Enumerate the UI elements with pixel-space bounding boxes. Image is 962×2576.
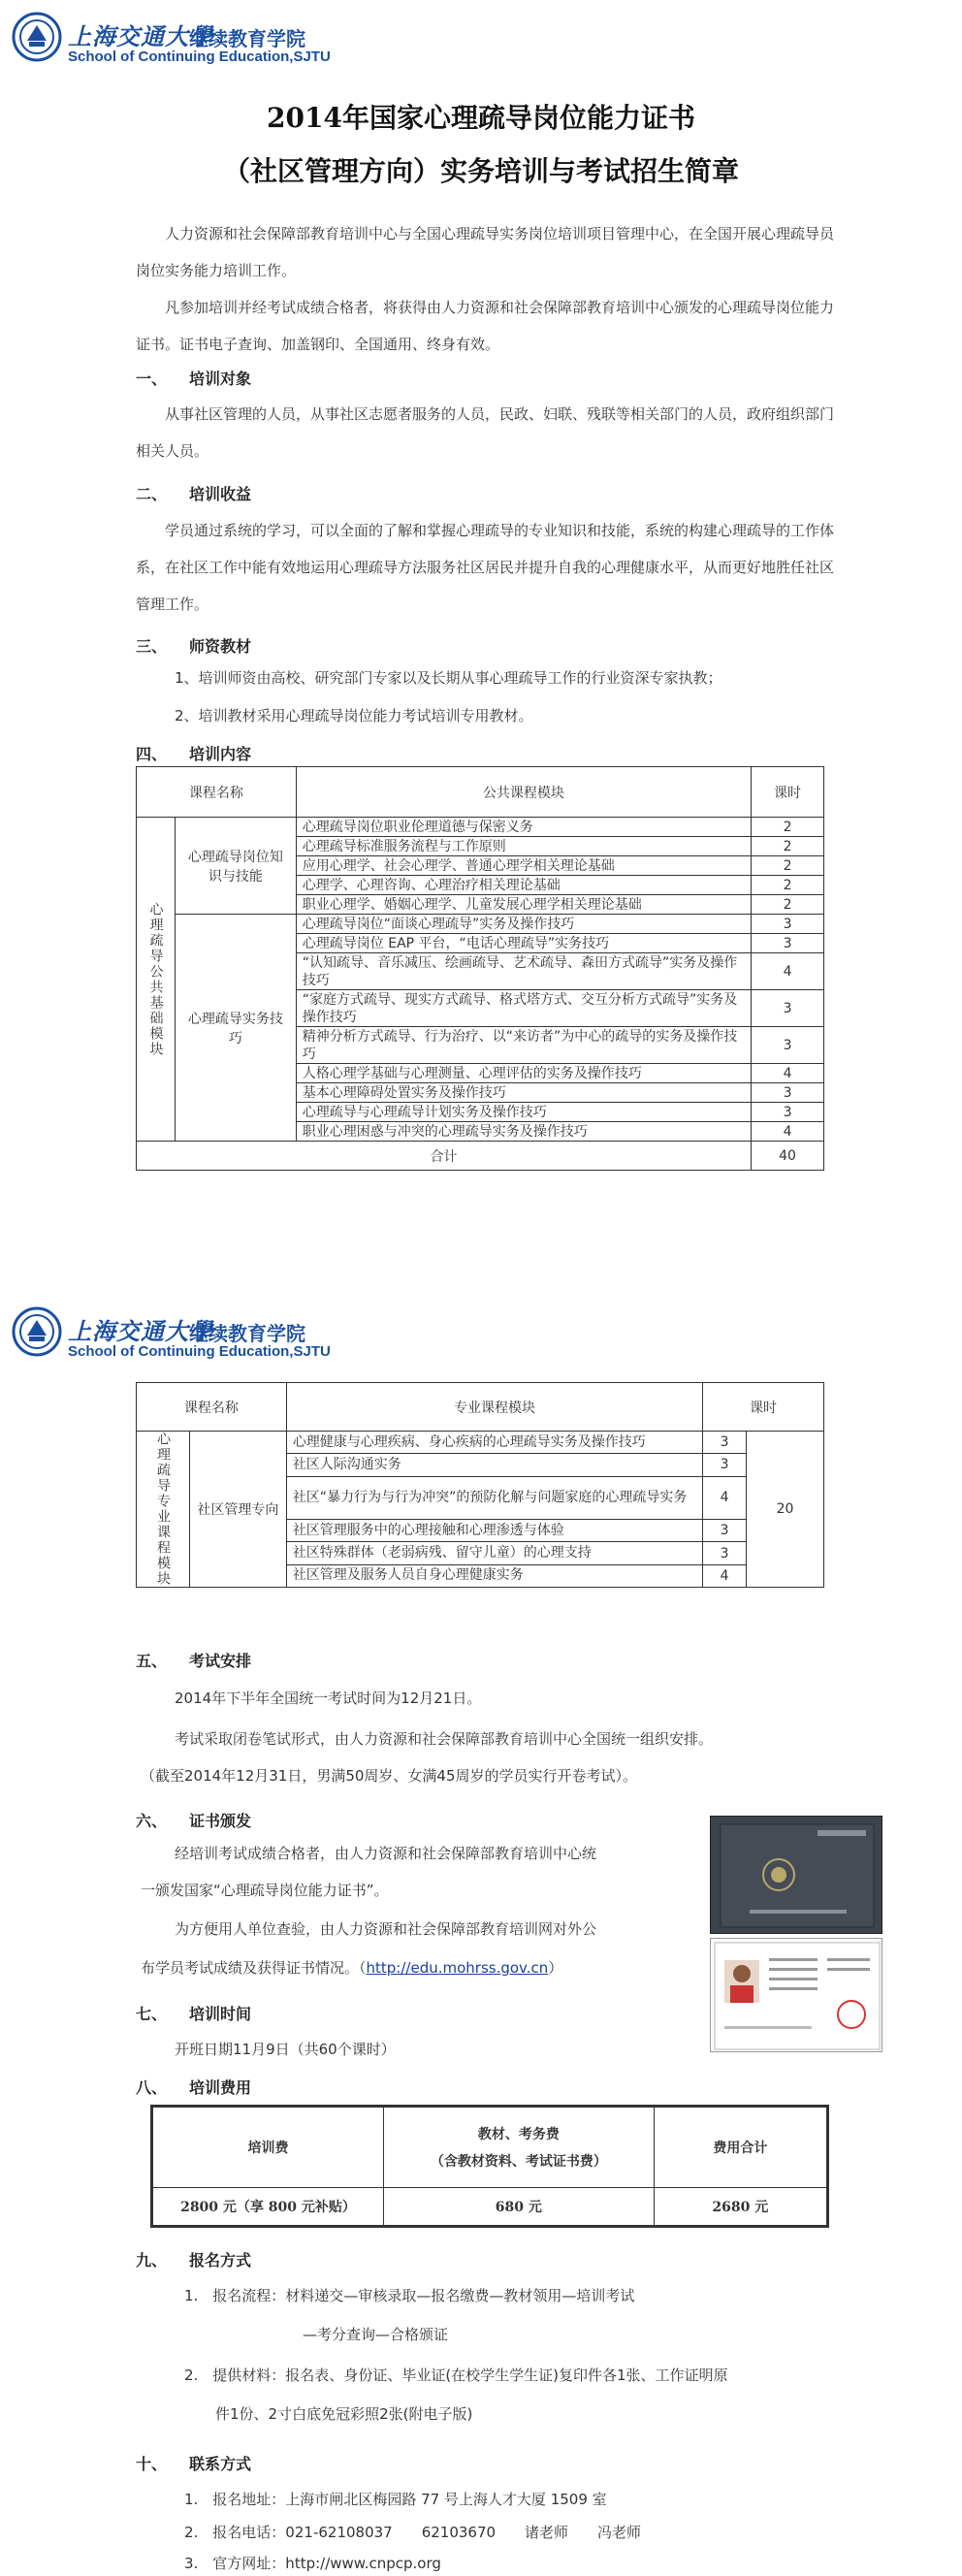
intro-paragraph-1: 人力资源和社会保障部教育培训中心与全国心理疏导实务岗位培训项目管理中心，在全国开展心理疏导员岗位实务能力培训工作。 xyxy=(136,225,835,279)
course-hours-cell: 3 xyxy=(752,934,824,953)
table-total-value: 40 xyxy=(752,1142,824,1171)
course-module-cell: 精神分析方式疏导、行为治疗、以“来访者”为中心的疏导的实务及操作技巧 xyxy=(296,1027,751,1064)
course-hours-cell: 4 xyxy=(703,1476,747,1519)
course-hours-cell: 3 xyxy=(703,1520,747,1542)
certificate-cover-image xyxy=(710,1816,882,1934)
section-5-line-3: （截至2014年12月31日，男满50周岁、女满45周岁的学员实行开卷考试）。 xyxy=(141,1767,638,1785)
section-heading-1: 一、 培训对象 xyxy=(136,370,252,388)
college-name-cn: 继续教育学院 xyxy=(189,27,305,50)
table-header-module: 公共课程模块 xyxy=(296,767,751,818)
school-name-en: School of Continuing Education,SJTU xyxy=(68,48,331,65)
course-hours-cell: 2 xyxy=(752,818,824,837)
course-module-cell: 心理疏导岗位职业伦理道德与保密义务 xyxy=(296,818,751,837)
section-heading-4: 四、 培训内容 xyxy=(136,745,252,763)
section-6-line-3: 为方便用人单位查验，由人力资源和社会保障部教育培训网对外公 xyxy=(175,1920,597,1938)
contact-website: 3. 官方网址：http://www.cnpcp.org xyxy=(184,2555,441,2572)
fee-value-total: 2680 元 xyxy=(654,2188,827,2227)
fee-value-training: 2800 元（享 800 元补贴） xyxy=(152,2188,384,2227)
table-total-row xyxy=(137,1142,824,1171)
table-header-name: 课程名称 xyxy=(137,767,297,818)
course-module-cell: 基本心理障碍处置实务及操作技巧 xyxy=(296,1083,751,1103)
section-3-item-2: 2、培训教材采用心理疏导岗位能力考试培训专用教材。 xyxy=(175,707,533,724)
fee-value-row xyxy=(152,2188,828,2227)
certificate-inner-image xyxy=(710,1938,882,2052)
course-module-cell: 心理疏导与心理疏导计划实务及操作技巧 xyxy=(296,1103,751,1122)
page-title: 2014年国家心理疏导岗位能力证书 xyxy=(267,102,695,134)
course-hours-cell: 3 xyxy=(752,1103,824,1122)
public-course-table xyxy=(136,766,824,1171)
table-header-row xyxy=(137,767,824,818)
section-6-line-4: 布学员考试成绩及获得证书情况。（http://edu.mohrss.gov.cn） xyxy=(141,1959,563,1977)
school-name-cn: 上海交通大學 xyxy=(68,1317,213,1345)
college-name-cn: 继续教育学院 xyxy=(189,1322,305,1345)
course-module-cell: 社区人际沟通实务 xyxy=(286,1454,702,1476)
table-row xyxy=(137,915,824,934)
course-module-cell: 社区特殊群体（老弱病残、留守儿童）的心理支持 xyxy=(286,1542,702,1564)
course-module-cell: 职业心理学、婚姻心理学、儿童发展心理学相关理论基础 xyxy=(296,895,751,915)
course-group-label: 心理疏导专业课程模块 xyxy=(137,1432,190,1588)
course-hours-cell: 4 xyxy=(752,1064,824,1083)
table-row xyxy=(137,818,824,837)
course-hours-cell: 3 xyxy=(752,1083,824,1103)
table-header-row xyxy=(137,1383,824,1432)
course-hours-cell: 3 xyxy=(752,1027,824,1064)
section-6-line-2: 一颁发国家“心理疏导岗位能力证书”。 xyxy=(141,1882,389,1899)
section-9-item-2: 2. 提供材料：报名表、身份证、毕业证(在校学生学生证)复印件各1张、工作证明原 xyxy=(184,2367,728,2384)
course-module-cell: 心理健康与心理疾病、身心疾病的心理疏导实务及操作技巧 xyxy=(286,1432,702,1454)
course-group-label: 心理疏导公共基础模块 xyxy=(137,818,176,1142)
professional-course-table xyxy=(136,1382,824,1588)
sjtu-emblem-icon xyxy=(12,1306,62,1357)
fee-value-materials: 680 元 xyxy=(383,2188,654,2227)
contact-phone: 2. 报名电话：021-62108037 62103670 诸老师 冯老师 xyxy=(184,2524,642,2541)
course-hours-cell: 4 xyxy=(752,953,824,990)
course-module-cell: “家庭方式疏导、现实方式疏导、格式塔方式、交互分析方式疏导”实务及操作技巧 xyxy=(296,990,751,1027)
fee-table xyxy=(150,2105,829,2228)
section-6-line-1: 经培训考试成绩合格者，由人力资源和社会保障部教育培训中心统 xyxy=(175,1845,597,1862)
section-heading-2: 二、 培训收益 xyxy=(136,485,252,503)
section-5-line-2: 考试采取闭卷笔试形式，由人力资源和社会保障部教育培训中心全国统一组织安排。 xyxy=(175,1730,714,1748)
section-heading-7: 七、 培训时间 xyxy=(136,2005,252,2023)
section-1-text: 从事社区管理的人员，从事社区志愿者服务的人员，民政、妇联、残联等相关部门的人员，政府组织部门相关人员。 xyxy=(136,405,835,460)
course-module-cell: 心理疏导岗位“面谈心理疏导”实务及操作技巧 xyxy=(296,915,751,934)
course-module-cell: 社区“暴力行为与行为冲突”的预防化解与问题家庭的心理疏导实务 xyxy=(286,1476,702,1519)
table-row xyxy=(137,1432,824,1454)
course-module-cell: 心理学、心理咨询、心理治疗相关理论基础 xyxy=(296,876,751,895)
intro-paragraph-2: 凡参加培训并经考试成绩合格者，将获得由人力资源和社会保障部教育培训中心颁发的心理疏导岗位能力证书。证书电子查询、加盖钢印、全国通用、终身有效。 xyxy=(136,299,835,353)
section-3-item-1: 1、培训师资由高校、研究部门专家以及长期从事心理疏导工作的行业资深专家执教； xyxy=(175,669,722,687)
page-header-2 xyxy=(0,1295,962,1365)
course-hours-cell: 3 xyxy=(752,915,824,934)
course-module-cell: 心理疏导岗位 EAP 平台，“电话心理疏导”实务技巧 xyxy=(296,934,751,953)
section-heading-3: 三、 师资教材 xyxy=(136,637,252,656)
table-total-label: 合计 xyxy=(137,1142,752,1171)
section-7-text: 开班日期11月9日（共60个课时） xyxy=(175,2041,396,2058)
page-subtitle: （社区管理方向）实务培训与考试招生简章 xyxy=(222,155,739,187)
section-heading-6: 六、 证书颁发 xyxy=(136,1812,252,1830)
course-module-cell: 社区管理及服务人员自身心理健康实务 xyxy=(286,1564,702,1587)
course-module-cell: “认知疏导、音乐减压、绘画疏导、艺术疏导、森田方式疏导”实务及操作技巧 xyxy=(296,953,751,990)
section-5-line-1: 2014年下半年全国统一考试时间为12月21日。 xyxy=(175,1690,482,1707)
course-hours-cell: 2 xyxy=(752,876,824,895)
section-heading-5: 五、 考试安排 xyxy=(136,1652,252,1670)
section-heading-8: 八、 培训费用 xyxy=(136,2078,252,2097)
course-subgroup-label: 社区管理专向 xyxy=(189,1432,286,1588)
course-hours-cell: 3 xyxy=(703,1432,747,1454)
fee-header-total: 费用合计 xyxy=(654,2107,827,2188)
sjtu-emblem-icon xyxy=(12,12,62,62)
section-heading-10: 十、 联系方式 xyxy=(136,2455,252,2473)
course-hours-cell: 2 xyxy=(752,856,824,876)
course-hours-cell: 4 xyxy=(752,1122,824,1142)
fee-header-materials: 教材、考务费 （含教材资料、考试证书费） xyxy=(383,2107,654,2188)
course-module-cell: 心理疏导标准服务流程与工作原则 xyxy=(296,837,751,856)
table-header-name: 课程名称 xyxy=(137,1383,287,1432)
table-header-hours: 课时 xyxy=(752,767,824,818)
course-module-cell: 职业心理困惑与冲突的心理疏导实务及操作技巧 xyxy=(296,1122,751,1142)
section-heading-9: 九、 报名方式 xyxy=(136,2251,252,2270)
school-name-cn: 上海交通大學 xyxy=(68,22,213,50)
course-hours-cell: 4 xyxy=(703,1564,747,1587)
fee-header-row xyxy=(152,2107,828,2188)
mohrss-link[interactable]: http://edu.mohrss.gov.cn xyxy=(366,1959,549,1977)
page-header xyxy=(0,0,962,70)
course-hours-cell: 2 xyxy=(752,895,824,915)
section-9-item-1: 1. 报名流程：材料递交—审核录取—报名缴费—教材领用—培训考试 xyxy=(184,2287,635,2304)
fee-header-training: 培训费 xyxy=(152,2107,384,2188)
section-9-item-1b: —考分查询—合格颁证 xyxy=(303,2326,449,2343)
course-subgroup-label: 心理疏导岗位知识与技能 xyxy=(175,818,296,915)
course-hours-cell: 3 xyxy=(703,1542,747,1564)
course-hours-cell: 3 xyxy=(703,1454,747,1476)
course-hours-cell: 3 xyxy=(752,990,824,1027)
section-9-item-2b: 件1份、2寸白底免冠彩照2张(附电子版) xyxy=(215,2405,473,2423)
course-module-cell: 社区管理服务中的心理接触和心理渗透与体验 xyxy=(286,1520,702,1542)
course-subgroup-label: 心理疏导实务技巧 xyxy=(175,915,296,1142)
table-header-module: 专业课程模块 xyxy=(286,1383,702,1432)
school-name-en: School of Continuing Education,SJTU xyxy=(68,1343,331,1360)
section-2-text: 学员通过系统的学习，可以全面的了解和掌握心理疏导的专业知识和技能，系统的构建心理疏导的工作体系，在社区工作中能有效地运用心理疏导方法服务社区居民并提升自我的心理健康水平，从而更好地胜任社区管理工作。 xyxy=(136,522,835,613)
course-total-hours: 20 xyxy=(747,1432,824,1588)
table-header-hours: 课时 xyxy=(703,1383,824,1432)
course-hours-cell: 2 xyxy=(752,837,824,856)
contact-address: 1. 报名地址：上海市闸北区梅园路 77 号上海人才大厦 1509 室 xyxy=(184,2491,607,2508)
course-module-cell: 应用心理学、社会心理学、普通心理学相关理论基础 xyxy=(296,856,751,876)
course-module-cell: 人格心理学基础与心理测量、心理评估的实务及操作技巧 xyxy=(296,1064,751,1083)
